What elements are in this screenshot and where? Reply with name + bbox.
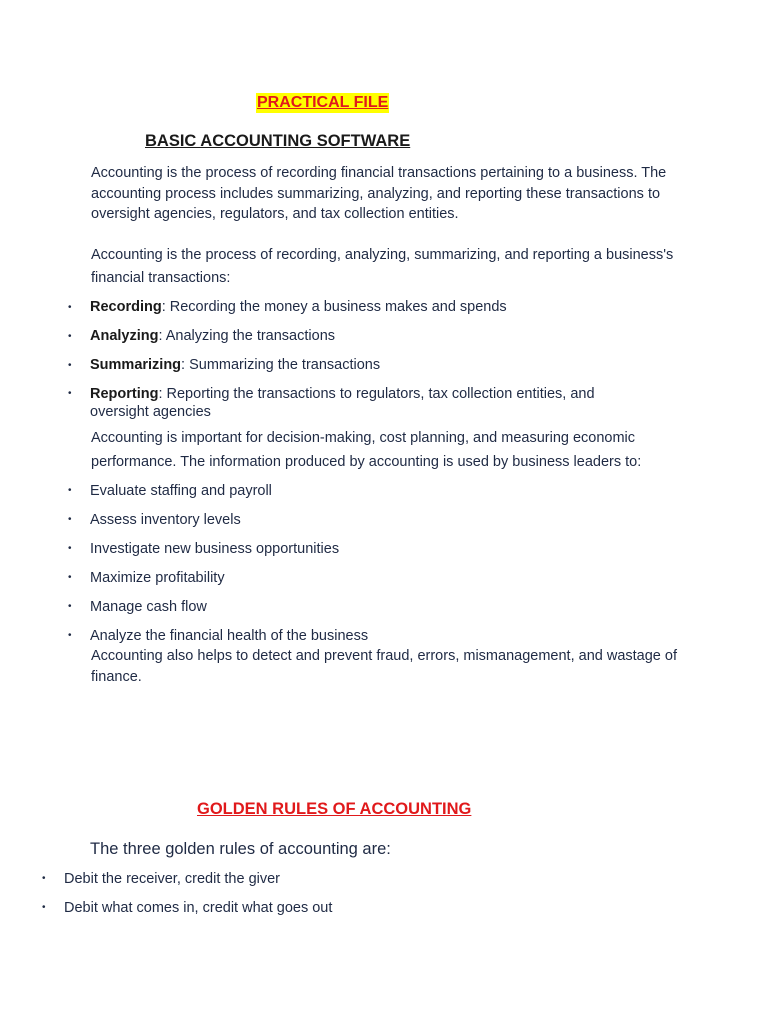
golden-rules-list xyxy=(42,869,624,927)
list-item xyxy=(68,481,650,510)
bullet-icon: • xyxy=(68,630,72,641)
bullet-icon: • xyxy=(42,873,46,884)
bullet-icon: • xyxy=(68,485,72,496)
term-label: Summarizing xyxy=(90,357,182,373)
list-item-text: Investigate new business opportunities xyxy=(90,541,340,557)
list-item-text: Analyze the financial health of the business xyxy=(90,628,369,644)
list-item-reporting xyxy=(68,385,650,421)
term-label: Reporting xyxy=(90,386,159,402)
term-description: : Analyzing the transactions xyxy=(158,328,336,344)
list-item-summarizing xyxy=(68,356,650,375)
term-description: : Reporting the transactions to regulators, tax collection entities, and oversight agencies xyxy=(90,386,595,420)
list-item xyxy=(68,568,650,597)
list-item xyxy=(42,869,624,898)
bullet-icon: • xyxy=(68,331,72,342)
list-item-text: Evaluate staffing and payroll xyxy=(90,483,272,499)
bullet-icon: • xyxy=(68,302,72,313)
list-item xyxy=(42,898,624,927)
list-item-text: Assess inventory levels xyxy=(90,512,241,528)
process-steps-list xyxy=(68,298,650,431)
list-item-analyzing xyxy=(68,327,650,346)
bullet-icon: • xyxy=(68,601,72,612)
list-item xyxy=(68,510,650,539)
bullet-icon: • xyxy=(42,902,46,913)
closing-paragraph: Accounting also helps to detect and prevent fraud, errors, mismanagement, and wastage of finance. xyxy=(91,648,677,685)
business-uses-list xyxy=(68,481,650,655)
list-item xyxy=(68,539,650,568)
list-item-text: Maximize profitability xyxy=(90,570,225,586)
practical-file-title: PRACTICAL FILE xyxy=(257,94,389,111)
intro-paragraph-1: Accounting is the process of recording financial transactions pertaining to a business. The accounting process includes summarizing, analyzing, and reporting these transactions to oversight agencies, regulators, and tax collection entities. xyxy=(91,165,667,222)
document-subject-title: BASIC ACCOUNTING SOFTWARE xyxy=(145,132,411,150)
list-item-text: Manage cash flow xyxy=(90,599,207,615)
bullet-icon: • xyxy=(68,514,72,525)
bullet-icon: • xyxy=(68,572,72,583)
list-item-text: Debit what comes in, credit what goes out xyxy=(64,900,333,916)
term-description: : Recording the money a business makes and spends xyxy=(161,299,507,315)
golden-rules-intro: The three golden rules of accounting are: xyxy=(90,840,391,858)
list-item-text: Debit the receiver, credit the giver xyxy=(64,871,280,887)
term-label: Analyzing xyxy=(90,328,159,344)
golden-rules-title: GOLDEN RULES OF ACCOUNTING xyxy=(197,800,472,818)
list-item xyxy=(68,597,650,626)
bullet-icon: • xyxy=(68,360,72,371)
importance-paragraph: Accounting is important for decision-making, cost planning, and measuring economic performance. The information produced by accounting is used by business leaders to: xyxy=(91,430,642,470)
term-description: : Summarizing the transactions xyxy=(181,357,381,373)
intro-paragraph-2: Accounting is the process of recording, analyzing, summarizing, and reporting a business's financial transactions: xyxy=(91,247,674,286)
bullet-icon: • xyxy=(68,388,72,399)
bullet-icon: • xyxy=(68,543,72,554)
list-item-recording xyxy=(68,298,650,317)
term-label: Recording xyxy=(90,299,162,315)
